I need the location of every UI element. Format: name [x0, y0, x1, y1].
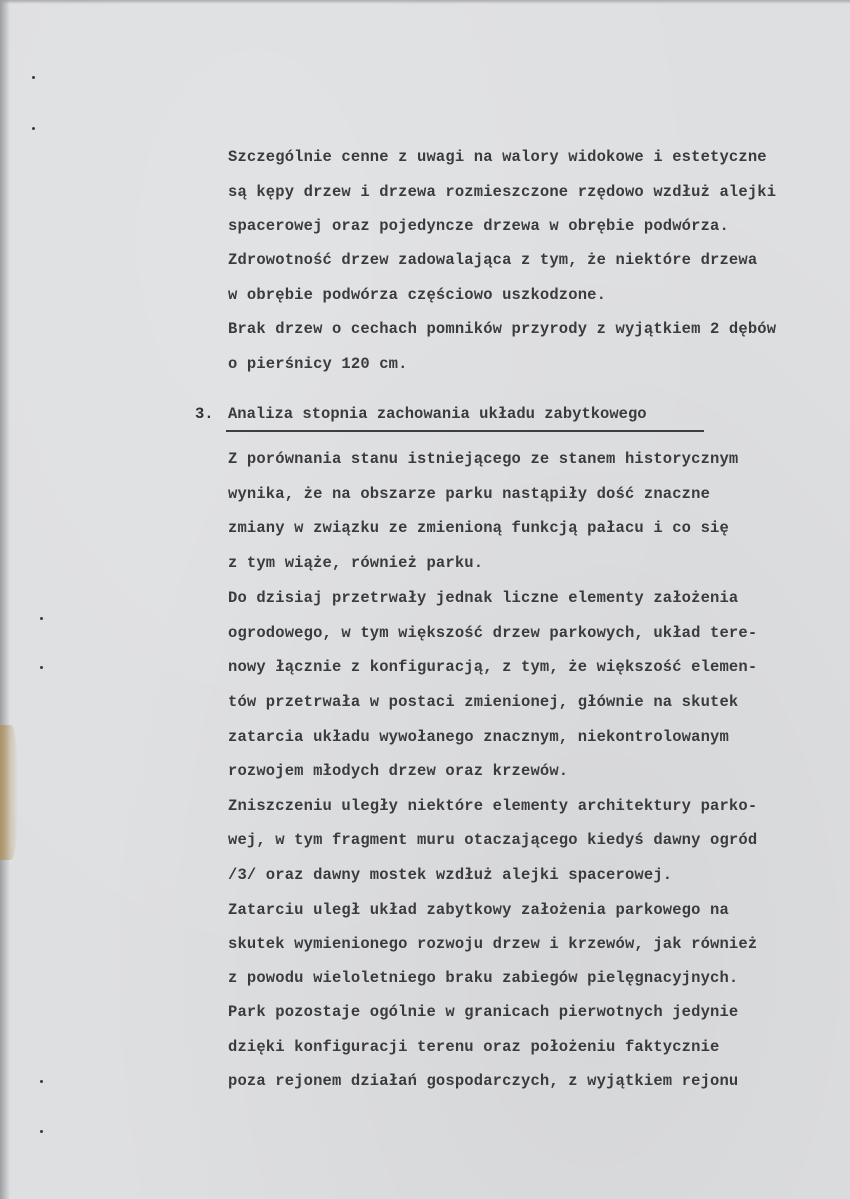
text-line: poza rejonem działań gospodarczych, z wyjątkiem rejonu: [228, 1072, 739, 1090]
text-line: spacerowej oraz pojedyncze drzewa w obrębie podwórza.: [228, 217, 729, 235]
punch-mark: [32, 76, 35, 79]
text-line: /3/ oraz dawny mostek wzdłuż alejki spacerowej.: [228, 866, 673, 884]
text-line: rozwojem młodych drzew oraz krzewów.: [228, 762, 569, 780]
text-line: Zniszczeniu uległy niektóre elementy architektury parko-: [228, 797, 758, 815]
text-line: wej, w tym fragment muru otaczającego kiedyś dawny ogród: [228, 831, 758, 849]
punch-mark: [40, 617, 43, 620]
punch-mark: [40, 666, 43, 669]
text-line: Brak drzew o cechach pomników przyrody z wyjątkiem 2 dębów: [228, 320, 777, 338]
text-line: Park pozostaje ogólnie w granicach pierwotnych jedynie: [228, 1003, 739, 1021]
punch-mark: [40, 1080, 43, 1083]
text-line: tów przetrwała w postaci zmienionej, głównie na skutek: [228, 693, 739, 711]
text-line: Szczególnie cenne z uwagi na walory widokowe i estetyczne: [228, 148, 767, 166]
section-title: Analiza stopnia zachowania układu zabytkowego: [228, 405, 647, 423]
text-line: Zdrowotność drzew zadowalająca z tym, że niektóre drzewa: [228, 251, 758, 269]
paper-top-edge: [0, 0, 850, 4]
text-line: ogrodowego, w tym większość drzew parkowych, układ tere-: [228, 624, 758, 642]
punch-mark: [32, 127, 35, 130]
text-line: w obrębie podwórza częściowo uszkodzone.: [228, 286, 607, 304]
paper-left-edge: [0, 0, 10, 1199]
text-line: nowy łącznie z konfiguracją, z tym, że większość elemen-: [228, 658, 758, 676]
text-line: z tym wiąże, również parku.: [228, 554, 484, 572]
text-line: skutek wymienionego rozwoju drzew i krzewów, jak również: [228, 935, 758, 953]
paper-stain: [0, 725, 18, 860]
text-line: Zatarciu uległ układ zabytkowy założenia parkowego na: [228, 901, 729, 919]
text-line: wynika, że na obszarze parku nastąpiły dość znaczne: [228, 485, 711, 503]
text-line: Do dzisiaj przetrwały jednak liczne elementy założenia: [228, 589, 739, 607]
text-line: są kępy drzew i drzewa rozmieszczone rzędowo wzdłuż alejki: [228, 183, 777, 201]
text-line: dzięki konfiguracji terenu oraz położeniu faktycznie: [228, 1038, 720, 1056]
punch-mark: [40, 1130, 43, 1133]
text-line: zatarcia układu wywołanego znacznym, niekontrolowanym: [228, 728, 729, 746]
section-number: 3.: [195, 405, 214, 423]
section-title-underline: [226, 430, 704, 432]
text-line: zmiany w związku ze zmienioną funkcją pałacu i co się: [228, 519, 729, 537]
text-line: z powodu wieloletniego braku zabiegów pielęgnacyjnych.: [228, 969, 739, 987]
text-line: Z porównania stanu istniejącego ze stanem historycznym: [228, 450, 739, 468]
text-line: o pierśnicy 120 cm.: [228, 355, 408, 373]
